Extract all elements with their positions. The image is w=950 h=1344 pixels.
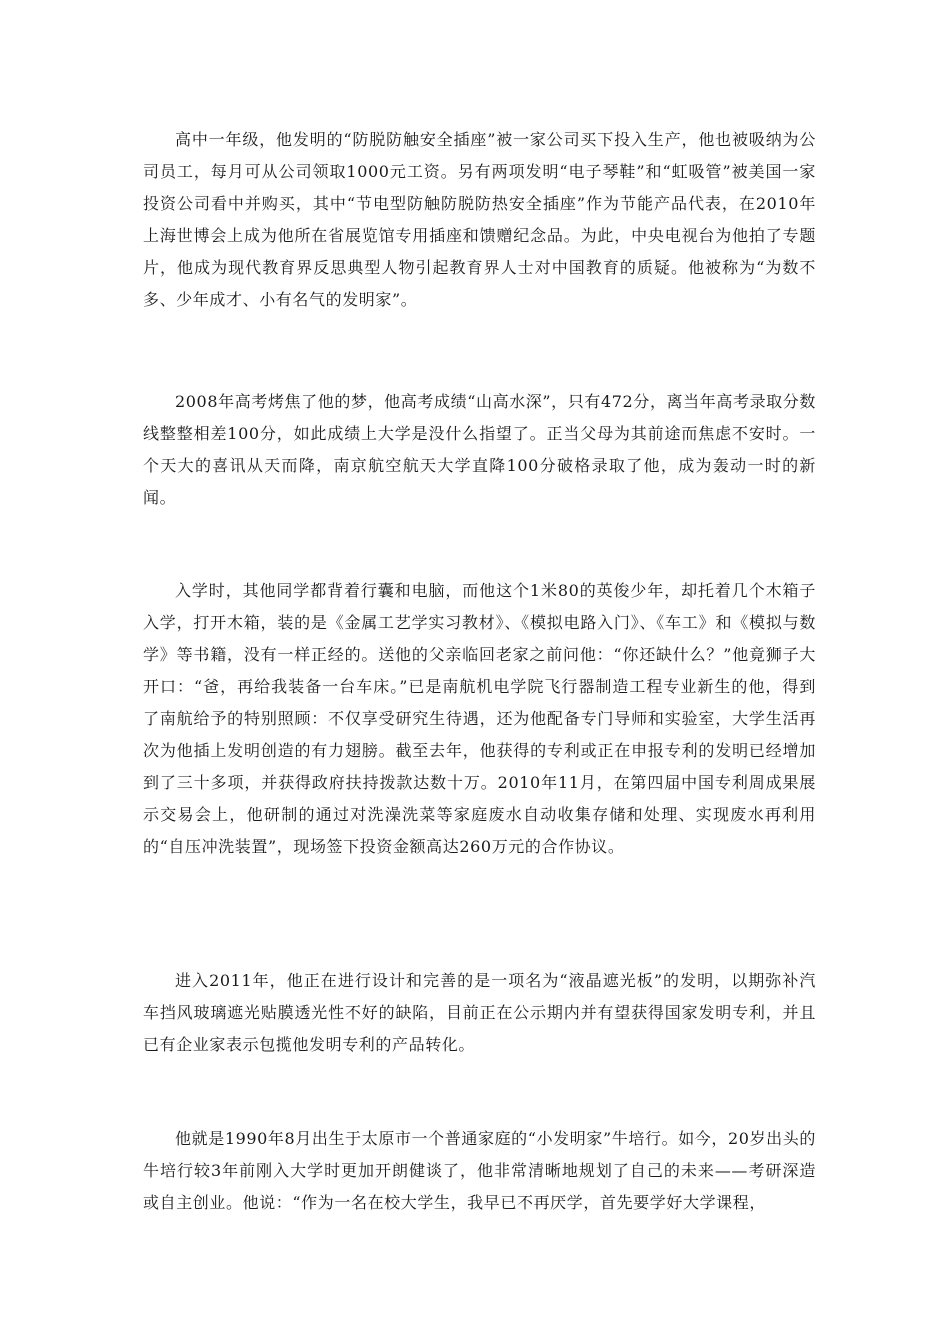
paragraph-4: 进入2011年，他正在进行设计和完善的是一项名为“液晶遮光板”的发明，以期弥补汽车挡风玻璃遮光贴膜透光性不好的缺陷，目前正在公示期内并有望获得国家发明专利，并且已有企业家表示包揽他发明专利的产品转化。 [143,971,816,1054]
paragraph-2: 2008年高考烤焦了他的梦，他高考成绩“山高水深”，只有472分，离当年高考录取分数线整整相差100分，如此成绩上大学是没什么指望了。正当父母为其前途而焦虑不安时。一个天大的喜讯从天而降，南京航空航天大学直降100分破格录取了他，成为轰动一时的新闻。 [143,392,816,507]
paragraph-3: 入学时，其他同学都背着行囊和电脑，而他这个1米80的英俊少年，却托着几个木箱子入学，打开木箱，装的是《金属工艺学实习教材》、《模拟电路入门》、《车工》和《模拟与数学》等书籍，没有一样正经的。送他的父亲临回老家之前问他：“你还缺什么？”他竟狮子大开口：“爸，再给我装备一台车床。”已是南航机电学院飞行器制造工程专业新生的他，得到了南航给予的特别照顾：不仅享受研究生待遇，还为他配备专门导师和实验室，大学生活再次为他插上发明创造的有力翅膀。截至去年，他获得的专利或正在申报专利的发明已经增加到了三十多项，并获得政府扶持拨款达数十万。2010年11月，在第四届中国专利周成果展示交易会上，他研制的通过对洗澡洗菜等家庭废水自动收集存储和处理、实现废水再利用的“自压冲洗装置”，现场签下投资金额高达260万元的合作协议。 [143,581,816,856]
paragraph-1: 高中一年级，他发明的“防脱防触安全插座”被一家公司买下投入生产，他也被吸纳为公司员工，每月可从公司领取1000元工资。另有两项发明“电子琴鞋”和“虹吸管”被美国一家投资公司看中并购买，其中“节电型防触防脱防热安全插座”作为节能产品代表，在2010年上海世博会上成为他所在省展览馆专用插座和馈赠纪念品。为此，中央电视台为他拍了专题片，他成为现代教育界反思典型人物引起教育界人士对中国教育的质疑。他被称为“为数不多、少年成才、小有名气的发明家”。 [143,130,816,309]
paragraph-5: 他就是1990年8月出生于太原市一个普通家庭的“小发明家”牛培行。如今，20岁出头的牛培行较3年前刚入大学时更加开朗健谈了，他非常清晰地规划了自己的未来——考研深造或自主创业。他说：“作为一名在校大学生，我早已不再厌学，首先要学好大学课程， [143,1129,816,1212]
